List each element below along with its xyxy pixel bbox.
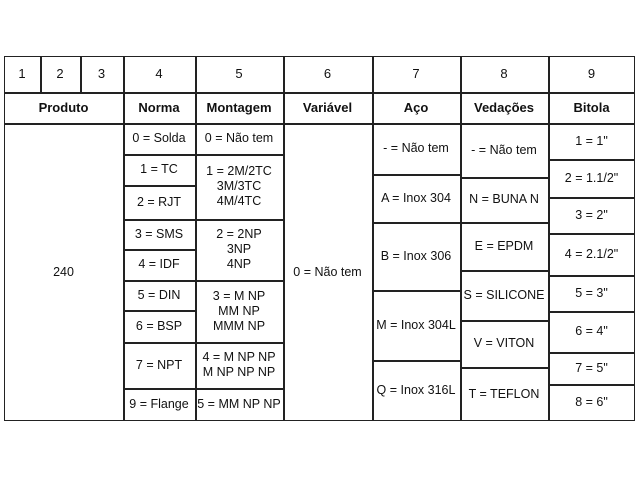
bitola-option: 7 = 5": [575, 360, 608, 375]
norma-option: 5 = DIN: [137, 287, 181, 302]
grid-line: [372, 174, 460, 176]
aco-option: B = Inox 306: [380, 248, 452, 263]
grid-line: [460, 222, 548, 224]
header-bitola: Bitola: [573, 99, 610, 115]
grid-line: [195, 388, 283, 390]
header-aco: Aço: [403, 99, 429, 115]
grid-line: [372, 222, 460, 224]
col-number-4: 4: [155, 66, 163, 82]
norma-option: 3 = SMS: [134, 226, 184, 241]
aco-option: M = Inox 304L: [376, 317, 456, 332]
montagem-option: 2 = 2NP 3NP 4NP: [216, 227, 262, 271]
header-montagem: Montagem: [206, 99, 272, 115]
produto-value: 240: [53, 264, 74, 279]
norma-option: 9 = Flange: [129, 397, 189, 411]
grid-line: [80, 56, 82, 92]
grid-line: [460, 367, 548, 369]
col-number-2: 2: [56, 66, 64, 82]
norma-option: 7 = NPT: [135, 357, 183, 372]
norma-option: 2 = RJT: [136, 194, 182, 209]
grid-line: [548, 275, 635, 277]
grid-line: [548, 352, 635, 354]
col-number-7: 7: [412, 66, 420, 82]
col-number-5: 5: [235, 66, 243, 82]
bitola-option: 8 = 6": [575, 395, 608, 409]
grid-line: [4, 92, 635, 94]
grid-line: [123, 388, 195, 390]
aco-option: - = Não tem: [383, 141, 449, 155]
bitola-option: 1 = 1": [575, 133, 608, 148]
grid-line: [548, 384, 635, 386]
variavel-value: 0 = Não tem: [293, 264, 362, 279]
grid-line: [283, 56, 285, 421]
vedacoes-option: S = SILICONE: [463, 287, 545, 302]
grid-line: [123, 280, 195, 282]
header-norma: Norma: [138, 99, 180, 115]
col-number-3: 3: [97, 66, 106, 82]
vedacoes-option: - = Não tem: [471, 142, 537, 157]
grid-line: [372, 290, 460, 292]
grid-line: [372, 360, 460, 362]
montagem-option: 1 = 2M/2TC 3M/3TC 4M/4TC: [206, 164, 272, 208]
grid-line: [548, 159, 635, 161]
col-number-9: 9: [587, 66, 596, 82]
grid-line: [372, 56, 374, 421]
aco-option: Q = Inox 316L: [376, 383, 456, 397]
grid-line: [123, 154, 195, 156]
bitola-option: 3 = 2": [575, 207, 608, 222]
specification-table: [4, 56, 635, 421]
grid-line: [40, 56, 42, 92]
grid-line: [4, 123, 635, 125]
header-variavel: Variável: [302, 99, 353, 115]
grid-line: [460, 320, 548, 322]
vedacoes-option: N = BUNA N: [469, 192, 539, 206]
grid-line: [123, 249, 195, 251]
montagem-option: 3 = M NP MM NP MMM NP: [212, 288, 266, 333]
bitola-option: 4 = 2.1/2": [564, 246, 619, 261]
vedacoes-option: E = EPDM: [474, 238, 534, 253]
grid-line: [548, 56, 550, 421]
header-vedacoes: Vedações: [474, 99, 534, 115]
vedacoes-option: V = VITON: [473, 336, 535, 350]
grid-line: [123, 185, 195, 187]
montagem-option: 4 = M NP NP M NP NP NP: [202, 350, 276, 379]
grid-line: [123, 342, 195, 344]
grid-line: [123, 310, 195, 312]
grid-line: [460, 177, 548, 179]
grid-line: [548, 197, 635, 199]
bitola-option: 2 = 1.1/2": [564, 170, 619, 185]
col-number-6: 6: [323, 66, 332, 82]
grid-line: [123, 56, 125, 421]
grid-line: [548, 311, 635, 313]
norma-option: 0 = Solda: [132, 131, 186, 145]
aco-option: A = Inox 304: [381, 190, 451, 205]
grid-line: [195, 56, 197, 421]
grid-line: [195, 280, 283, 282]
grid-line: [195, 219, 283, 221]
montagem-option: 0 = Não tem: [204, 131, 274, 145]
grid-line: [123, 219, 195, 221]
header-produto: Produto: [38, 99, 89, 115]
vedacoes-option: T = TEFLON: [468, 386, 540, 401]
norma-option: 6 = BSP: [135, 318, 183, 333]
norma-option: 1 = TC: [140, 162, 178, 176]
grid-line: [460, 270, 548, 272]
grid-line: [195, 342, 283, 344]
montagem-option: 5 = MM NP NP: [197, 397, 281, 411]
bitola-option: 5 = 3": [575, 285, 608, 300]
grid-line: [548, 233, 635, 235]
col-number-8: 8: [500, 66, 508, 82]
bitola-option: 6 = 4": [575, 324, 608, 338]
norma-option: 4 = IDF: [138, 257, 180, 271]
grid-line: [195, 154, 283, 156]
col-number-1: 1: [18, 66, 26, 82]
